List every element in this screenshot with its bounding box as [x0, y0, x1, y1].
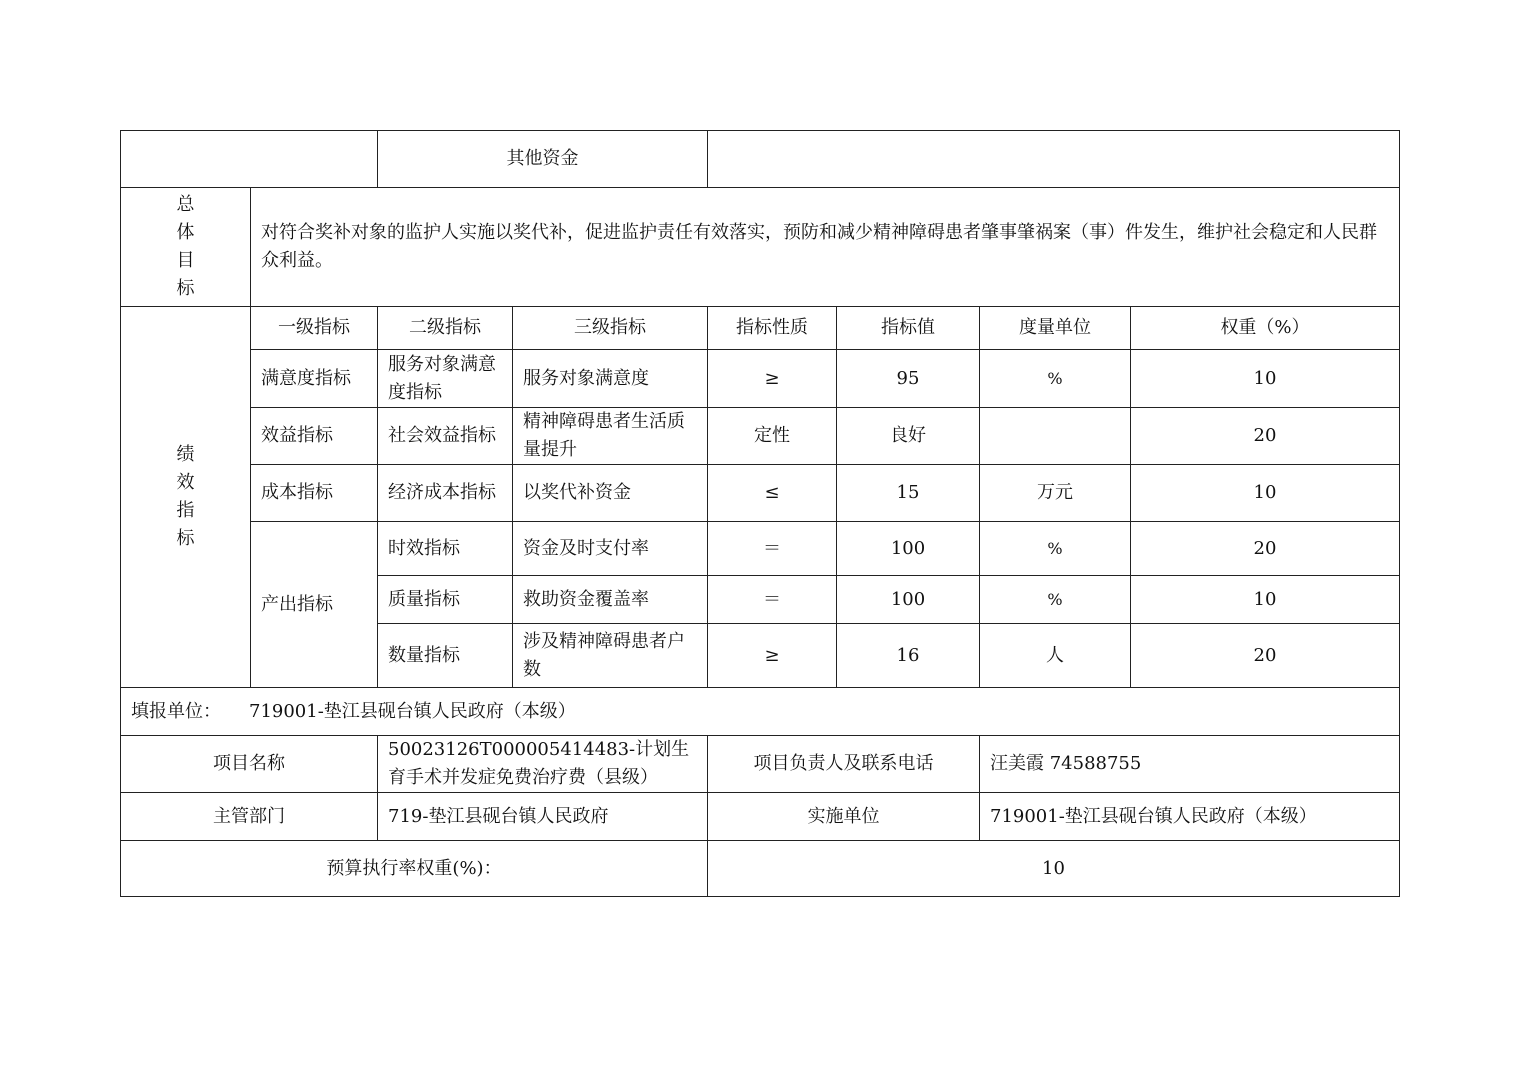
dept-value: 719-垫江县砚台镇人民政府: [378, 793, 708, 841]
indicator-level2: 经济成本指标: [378, 465, 513, 522]
header-value: 指标值: [837, 307, 980, 350]
indicator-nature: ≥: [708, 624, 837, 688]
project-name-label: 项目名称: [121, 736, 378, 793]
dept-label: 主管部门: [121, 793, 378, 841]
indicator-nature: ＝: [708, 576, 837, 624]
budget-weight-row: [121, 841, 1400, 897]
indicator-weight: 20: [1131, 408, 1400, 465]
filler-unit-value: 719001-垫江县砚台镇人民政府（本级）: [249, 700, 576, 722]
performance-sheet: [120, 130, 1400, 897]
perf-label-char: 效: [176, 472, 195, 493]
indicator-level2: 数量指标: [378, 624, 513, 688]
filler-unit-cell: [121, 688, 1400, 736]
indicator-nature: ≥: [708, 350, 837, 408]
indicator-unit: %: [980, 350, 1131, 408]
indicator-value: 100: [837, 576, 980, 624]
indicator-row: [121, 465, 1400, 522]
indicator-row: [121, 350, 1400, 408]
budget-weight-label: 预算执行率权重(%)：: [121, 841, 708, 897]
perf-label-char: 绩: [176, 444, 195, 465]
indicator-level3: 救助资金覆盖率: [513, 576, 708, 624]
indicator-row: [121, 522, 1400, 576]
indicator-level3: 精神障碍患者生活质量提升: [513, 408, 708, 465]
indicator-level2: 社会效益指标: [378, 408, 513, 465]
indicator-level2: 服务对象满意度指标: [378, 350, 513, 408]
other-funds-label: 其他资金: [378, 131, 708, 188]
other-funds-value: [708, 131, 1400, 188]
indicator-unit: %: [980, 576, 1131, 624]
project-name-row: [121, 736, 1400, 793]
indicator-level2: 时效指标: [378, 522, 513, 576]
indicator-unit: %: [980, 522, 1131, 576]
overall-goal-label-char: 体: [176, 222, 195, 243]
perf-header-row: [121, 307, 1400, 350]
overall-goal-label-char: 总: [176, 194, 195, 215]
header-level2: 二级指标: [378, 307, 513, 350]
indicator-value: 15: [837, 465, 980, 522]
performance-table: [120, 130, 1400, 897]
indicator-row: [121, 408, 1400, 465]
project-contact-label: 项目负责人及联系电话: [708, 736, 980, 793]
indicator-level1: 满意度指标: [251, 350, 378, 408]
overall-goal-label: [121, 188, 251, 307]
indicator-weight: 10: [1131, 350, 1400, 408]
overall-goal-label-char: 目: [176, 250, 195, 271]
header-level1: 一级指标: [251, 307, 378, 350]
filler-unit-label: 填报单位：: [131, 700, 221, 722]
impl-unit-value: 719001-垫江县砚台镇人民政府（本级）: [980, 793, 1400, 841]
indicator-value: 良好: [837, 408, 980, 465]
indicator-weight: 10: [1131, 576, 1400, 624]
indicator-level3: 服务对象满意度: [513, 350, 708, 408]
impl-unit-label: 实施单位: [708, 793, 980, 841]
perf-label-char: 标: [176, 528, 195, 549]
other-funds-row: [121, 131, 1400, 188]
indicator-unit: 万元: [980, 465, 1131, 522]
indicator-level3: 以奖代补资金: [513, 465, 708, 522]
project-name-value: 50023126T000005414483-计划生育手术并发症免费治疗费（县级）: [378, 736, 708, 793]
other-funds-blank-cell: [121, 131, 378, 188]
header-nature: 指标性质: [708, 307, 837, 350]
filler-unit-row: [121, 688, 1400, 736]
indicator-unit: [980, 408, 1131, 465]
project-contact-value: 汪美霞 74588755: [980, 736, 1400, 793]
indicator-weight: 10: [1131, 465, 1400, 522]
department-row: [121, 793, 1400, 841]
indicator-level2: 质量指标: [378, 576, 513, 624]
perf-label-char: 指: [176, 500, 195, 521]
indicator-level3: 资金及时支付率: [513, 522, 708, 576]
perf-indicator-label: [121, 307, 251, 688]
indicator-level3: 涉及精神障碍患者户数: [513, 624, 708, 688]
indicator-weight: 20: [1131, 624, 1400, 688]
budget-weight-value: 10: [708, 841, 1400, 897]
header-level3: 三级指标: [513, 307, 708, 350]
indicator-nature: 定性: [708, 408, 837, 465]
indicator-level1: 成本指标: [251, 465, 378, 522]
indicator-level1: 效益指标: [251, 408, 378, 465]
overall-goal-text: 对符合奖补对象的监护人实施以奖代补，促进监护责任有效落实，预防和减少精神障碍患者肇事肇祸案（事）件发生，维护社会稳定和人民群众利益。: [251, 188, 1400, 307]
indicator-level1: 产出指标: [251, 522, 378, 688]
indicator-value: 16: [837, 624, 980, 688]
overall-goal-row: [121, 188, 1400, 307]
indicator-value: 95: [837, 350, 980, 408]
indicator-value: 100: [837, 522, 980, 576]
indicator-nature: ≤: [708, 465, 837, 522]
header-unit: 度量单位: [980, 307, 1131, 350]
indicator-unit: 人: [980, 624, 1131, 688]
indicator-weight: 20: [1131, 522, 1400, 576]
header-weight: 权重（%）: [1131, 307, 1400, 350]
indicator-nature: ＝: [708, 522, 837, 576]
overall-goal-label-char: 标: [176, 278, 195, 299]
